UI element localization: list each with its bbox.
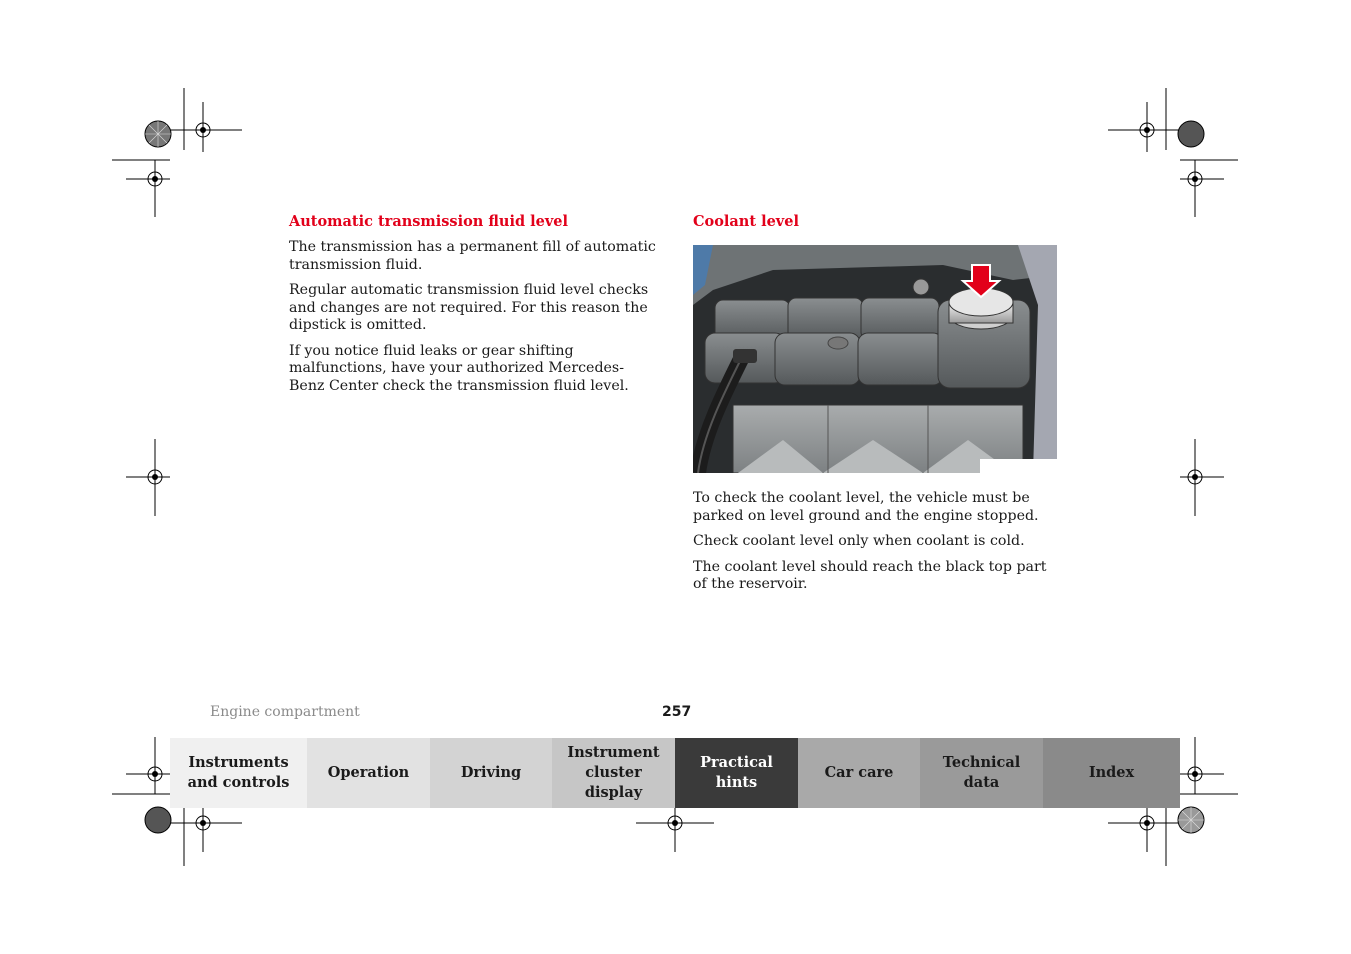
coolant-paragraph: To check the coolant level, the vehicle must be parked on level ground and the engine stopped.: [693, 490, 1039, 524]
coolant-paragraph: Check coolant level only when coolant is cold.: [693, 533, 1025, 549]
tab-label: Index: [1088, 764, 1135, 781]
coolant-heading: Coolant level: [693, 213, 799, 230]
tab-car-care[interactable]: [798, 738, 920, 808]
tab-label: Operation: [327, 764, 410, 781]
coolant-paragraph: The coolant level should reach the black top part of the reservoir.: [693, 558, 1047, 592]
footer-section-title: Engine compartment: [210, 704, 360, 720]
tab-label: Technical data: [942, 754, 1021, 791]
transmission-paragraph: If you notice fluid leaks or gear shifting malfunctions, have your authorized Mercedes-Benz Center check the transmission fluid level.: [289, 342, 629, 394]
tab-driving[interactable]: [430, 738, 552, 808]
tab-label: Practical hints: [700, 754, 773, 791]
tab-label: Instrument cluster display: [567, 744, 660, 801]
tab-instrument-cluster-display[interactable]: [552, 738, 675, 808]
tab-label: Driving: [460, 764, 522, 781]
page-number: 257: [662, 704, 692, 720]
transmission-section: [289, 213, 657, 403]
coolant-section: [693, 213, 1061, 239]
transmission-paragraph: The transmission has a permanent fill of automatic transmission fluid.: [289, 239, 656, 273]
tab-index[interactable]: [1043, 738, 1180, 808]
transmission-paragraph: Regular automatic transmission fluid level checks and changes are not required. For this reason the dipstick is omitted.: [289, 282, 649, 333]
transmission-heading: Automatic transmission fluid level: [289, 213, 569, 230]
tab-label: Car care: [824, 764, 894, 781]
tab-instruments-and-controls[interactable]: [170, 738, 307, 808]
tab-operation[interactable]: [307, 738, 430, 808]
chapter-tab-bar: [170, 738, 1180, 808]
tab-technical-data[interactable]: [920, 738, 1043, 808]
coolant-text: [693, 490, 1061, 602]
tab-practical-hints[interactable]: [675, 738, 798, 808]
tab-label: Instruments and controls: [187, 754, 290, 791]
coolant-reservoir-illustration: [693, 245, 1057, 473]
